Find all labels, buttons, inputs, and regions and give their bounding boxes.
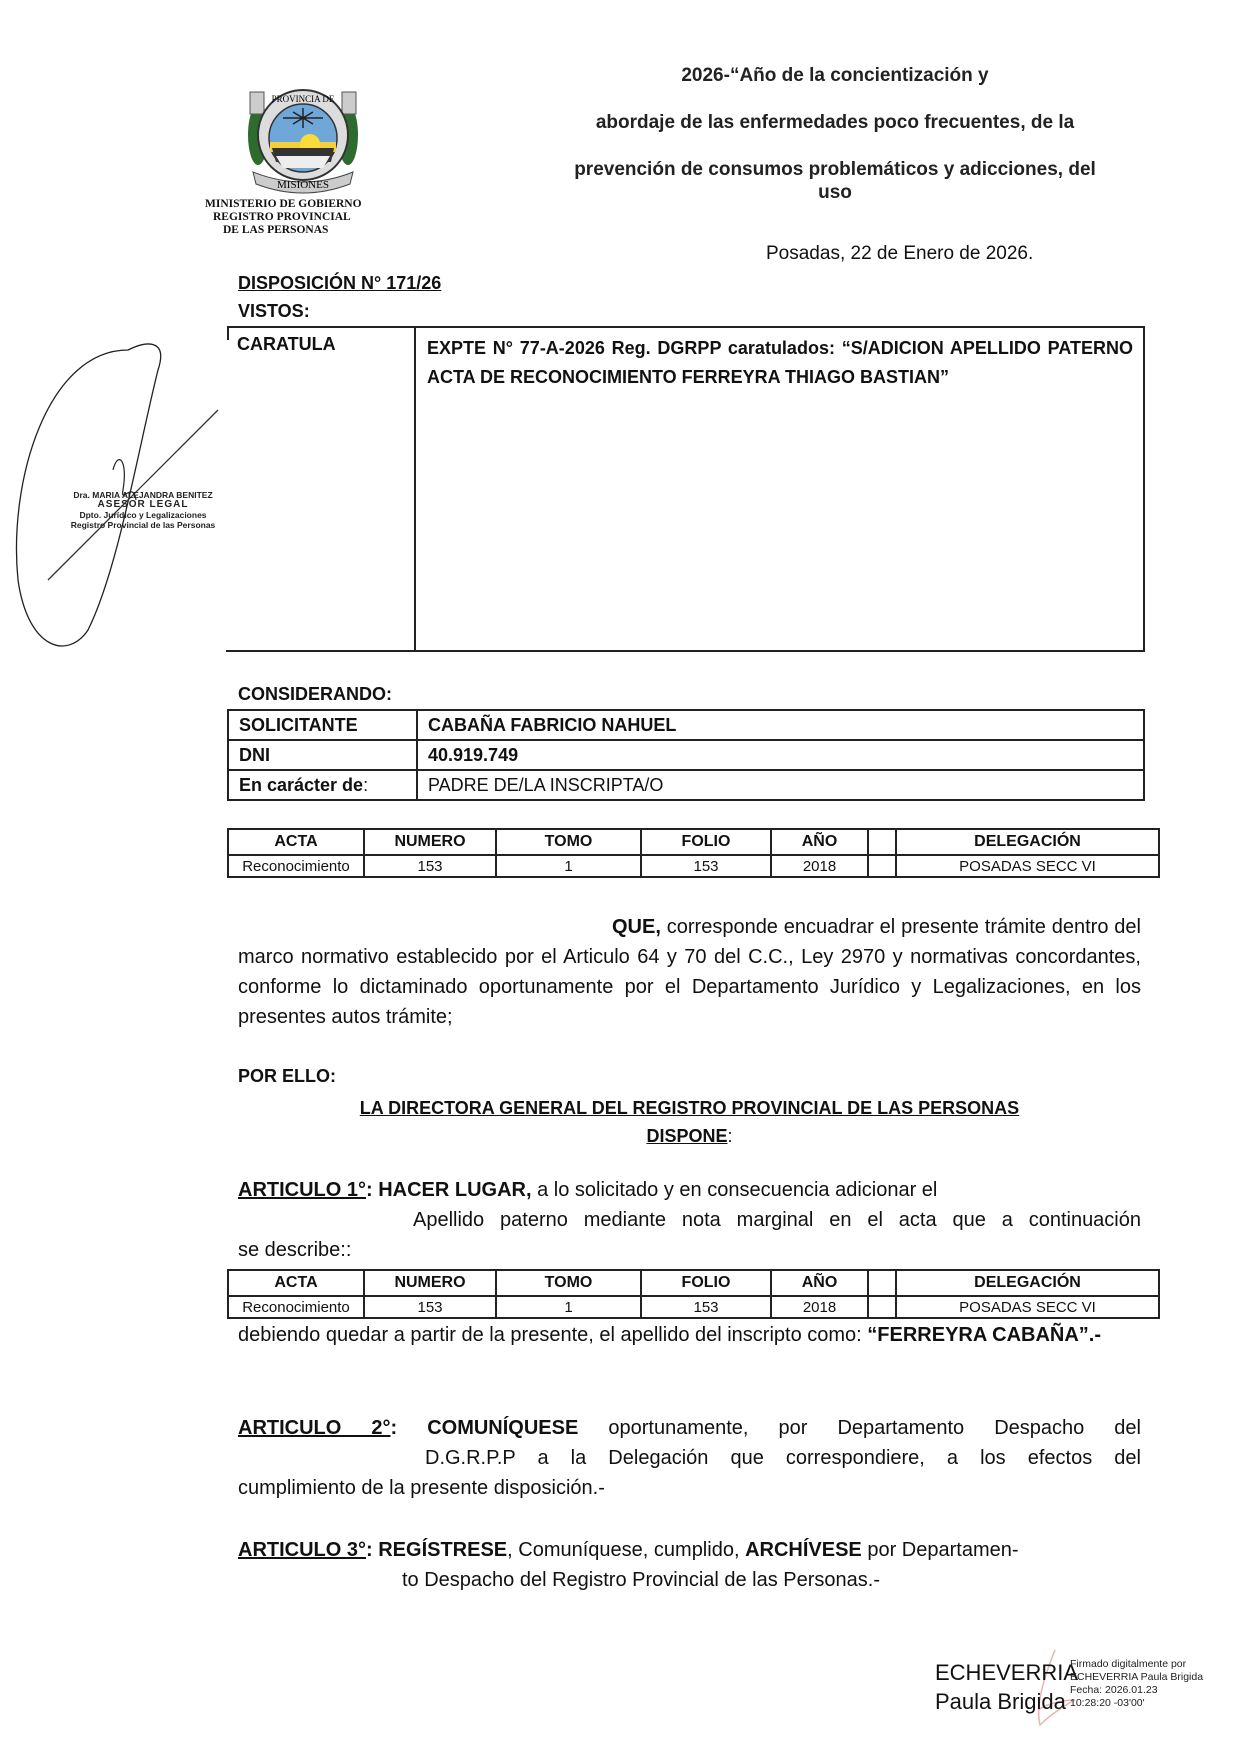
articulo-2-line2: D.G.R.P.P a la Delegación que correspondiere, a los efectos del <box>425 1447 1141 1469</box>
crest-top-text: PROVINCIA DE <box>271 94 335 104</box>
applicant-key: SOLICITANTE <box>228 710 417 740</box>
signature-info-line: Firmado digitalmente por <box>1070 1658 1187 1670</box>
articulo-1-line3: se describe:: <box>238 1239 352 1261</box>
dni-value: 40.919.749 <box>417 740 1144 770</box>
table-cell <box>868 855 896 877</box>
year-motto <box>510 52 1160 203</box>
column-header <box>868 1270 896 1296</box>
signature-info-line: Fecha: 2026.01.23 <box>1070 1684 1158 1696</box>
column-header: NUMERO <box>364 1270 496 1296</box>
motto-line: 2026-“Año de la concientización y <box>681 65 989 86</box>
capacity-value: PADRE DE/LA INSCRIPTA/O <box>417 770 1144 800</box>
table-row <box>228 770 1144 800</box>
stamp-line: Registro Provincial de las Personas <box>70 520 216 530</box>
table-cell <box>868 1296 896 1318</box>
applicant-table <box>227 709 1145 801</box>
column-header: FOLIO <box>641 829 771 855</box>
signature-info-line: 10:28:20 -03'00' <box>1070 1697 1145 1709</box>
legal-advisor-stamp <box>68 490 218 530</box>
table-cell: 2018 <box>771 1296 868 1318</box>
vistos-label: VISTOS: <box>238 301 310 321</box>
signer-name-line: ECHEVERRIA <box>935 1660 1079 1685</box>
new-surname: “FERREYRA CABAÑA”.- <box>867 1324 1101 1346</box>
column-header: ACTA <box>228 1270 364 1296</box>
dispone-label: DISPONE <box>646 1126 728 1146</box>
que-lead: QUE, <box>612 916 661 938</box>
table-cell: 1 <box>496 1296 641 1318</box>
ministry-line: REGISTRO PROVINCIAL <box>213 211 351 223</box>
que-paragraph <box>238 912 1141 1032</box>
stamp-line: Dra. MARIA ALEJANDRA BENITEZ <box>73 490 213 500</box>
table-cell: Reconocimiento <box>228 1296 364 1318</box>
ministry-line: DE LAS PERSONAS <box>223 224 329 236</box>
column-header: ACTA <box>228 829 364 855</box>
column-header: NUMERO <box>364 829 496 855</box>
articulo-3-heading: ARTICULO 3° <box>238 1539 366 1561</box>
capacity-key <box>228 770 417 800</box>
motto-line: abordaje de las enfermedades poco frecuentes, de la <box>595 112 1075 133</box>
directora-heading <box>238 1094 1141 1150</box>
articulo-2-line1: oportunamente, por Departamento Despacho del <box>578 1417 1142 1439</box>
crest-bottom-text: MISIONES <box>277 179 329 191</box>
box-corner <box>226 650 246 652</box>
articulo-3-line2: to Despacho del Registro Provincial de las Personas.- <box>402 1569 881 1591</box>
articulo-3-text2: por Departamen- <box>861 1539 1019 1561</box>
que-text: corresponde encuadrar el presente trámite dentro del marco normativo establecido por el Articulo 64 y 70 del C.C., Ley 2970 y normativas concordantes, conforme lo dictaminado oportunamente por el Departamento Jurídico y Legalizaciones, en los presentes autos trámite; <box>238 916 1141 1028</box>
acta-table <box>227 828 1160 878</box>
table-row <box>228 740 1144 770</box>
table-cell: 153 <box>364 855 496 877</box>
digital-signature-info <box>1070 1658 1203 1710</box>
caratula-value: EXPTE N° 77-A-2026 Reg. DGRPP caratulados: “S/ADICION APELLIDO PATERNO ACTA DE RECONOCIMIENTO FERREYRA THIAGO BASTIAN” <box>427 338 1133 387</box>
articulo-3-bold1: REGÍSTRESE <box>372 1539 508 1561</box>
table-cell: POSADAS SECC VI <box>896 1296 1159 1318</box>
por-ello-label: POR ELLO: <box>238 1066 336 1086</box>
column-header <box>868 829 896 855</box>
articulo-1-result <box>238 1320 1141 1350</box>
table-cell: POSADAS SECC VI <box>896 855 1159 877</box>
capacity-key-text: En carácter de <box>239 774 364 795</box>
considerando-label: CONSIDERANDO: <box>238 684 393 704</box>
table-header-row <box>228 1270 1159 1296</box>
disposition-title: DISPOSICIÓN N° 171/26 <box>238 273 442 293</box>
document-date: Posadas, 22 de Enero de 2026. <box>766 243 1034 264</box>
column-header: DELEGACIÓN <box>896 829 1159 855</box>
articulo-1-line2: Apellido paterno mediante nota marginal en el acta que a continuación <box>413 1209 1141 1231</box>
stamp-line: ASESOR LEGAL <box>97 499 189 510</box>
table-cell: 153 <box>641 855 771 877</box>
articulo-2 <box>238 1413 1141 1503</box>
articulo-1-bold: HACER LUGAR, <box>372 1179 532 1201</box>
articulo-2-line3: cumplimiento de la presente disposición.- <box>238 1477 605 1499</box>
provincia-de-misiones-crest-icon <box>238 80 368 200</box>
table-cell: 1 <box>496 855 641 877</box>
table-cell: 153 <box>641 1296 771 1318</box>
table-cell: 153 <box>364 1296 496 1318</box>
column-divider <box>414 328 416 650</box>
articulo-1-heading: ARTICULO 1° <box>238 1179 366 1201</box>
articulo-2-colon: : <box>390 1417 398 1439</box>
stamp-line: Dpto. Jurídico y Legalizaciones <box>79 510 207 520</box>
table-row <box>228 855 1159 877</box>
signer-name-line: Paula Brigida <box>935 1689 1066 1714</box>
signature-info-line: ECHEVERRIA Paula Brigida <box>1070 1671 1204 1683</box>
motto-line: uso <box>818 182 852 203</box>
digital-signer-name <box>935 1658 1078 1716</box>
applicant-value: CABAÑA FABRICIO NAHUEL <box>417 710 1144 740</box>
dni-key: DNI <box>228 740 417 770</box>
articulo-2-bold: COMUNÍQUESE <box>397 1417 579 1439</box>
articulo-2-heading: ARTICULO 2° <box>238 1417 391 1439</box>
table-cell: 2018 <box>771 855 868 877</box>
articulo-3-text1: , Comuníquese, cumplido, <box>507 1539 746 1561</box>
articulo-3 <box>238 1535 1141 1595</box>
articulo-1-after-table: debiendo quedar a partir de la presente, el apellido del inscripto como: <box>238 1324 868 1346</box>
box-corner <box>227 326 229 340</box>
acta-table-2 <box>227 1269 1160 1319</box>
table-header-row <box>228 829 1159 855</box>
column-header: DELEGACIÓN <box>896 1270 1159 1296</box>
articulo-3-bold2: ARCHÍVESE <box>745 1539 862 1561</box>
articulo-3-colon: : <box>366 1539 373 1561</box>
table-cell: Reconocimiento <box>228 855 364 877</box>
capacity-key-colon: : <box>363 774 369 795</box>
articulo-1-colon: : <box>366 1179 373 1201</box>
caratula-label: CARATULA <box>237 334 336 354</box>
column-header: TOMO <box>496 829 641 855</box>
column-header: AÑO <box>771 829 868 855</box>
dispone-colon: : <box>727 1126 733 1146</box>
articulo-1 <box>238 1175 1141 1265</box>
table-row <box>228 710 1144 740</box>
column-header: AÑO <box>771 1270 868 1296</box>
ministry-heading <box>205 198 405 237</box>
column-header: TOMO <box>496 1270 641 1296</box>
articulo-1-line1: a lo solicitado y en consecuencia adicionar el <box>531 1179 938 1201</box>
ministry-line: MINISTERIO DE GOBIERNO <box>205 198 362 210</box>
directora-title: LA DIRECTORA GENERAL DEL REGISTRO PROVINCIAL DE LAS PERSONAS <box>359 1098 1020 1118</box>
table-row <box>228 1296 1159 1318</box>
caratula-box <box>227 326 1145 652</box>
column-header: FOLIO <box>641 1270 771 1296</box>
motto-line: prevención de consumos problemáticos y adicciones, del <box>574 159 1096 180</box>
